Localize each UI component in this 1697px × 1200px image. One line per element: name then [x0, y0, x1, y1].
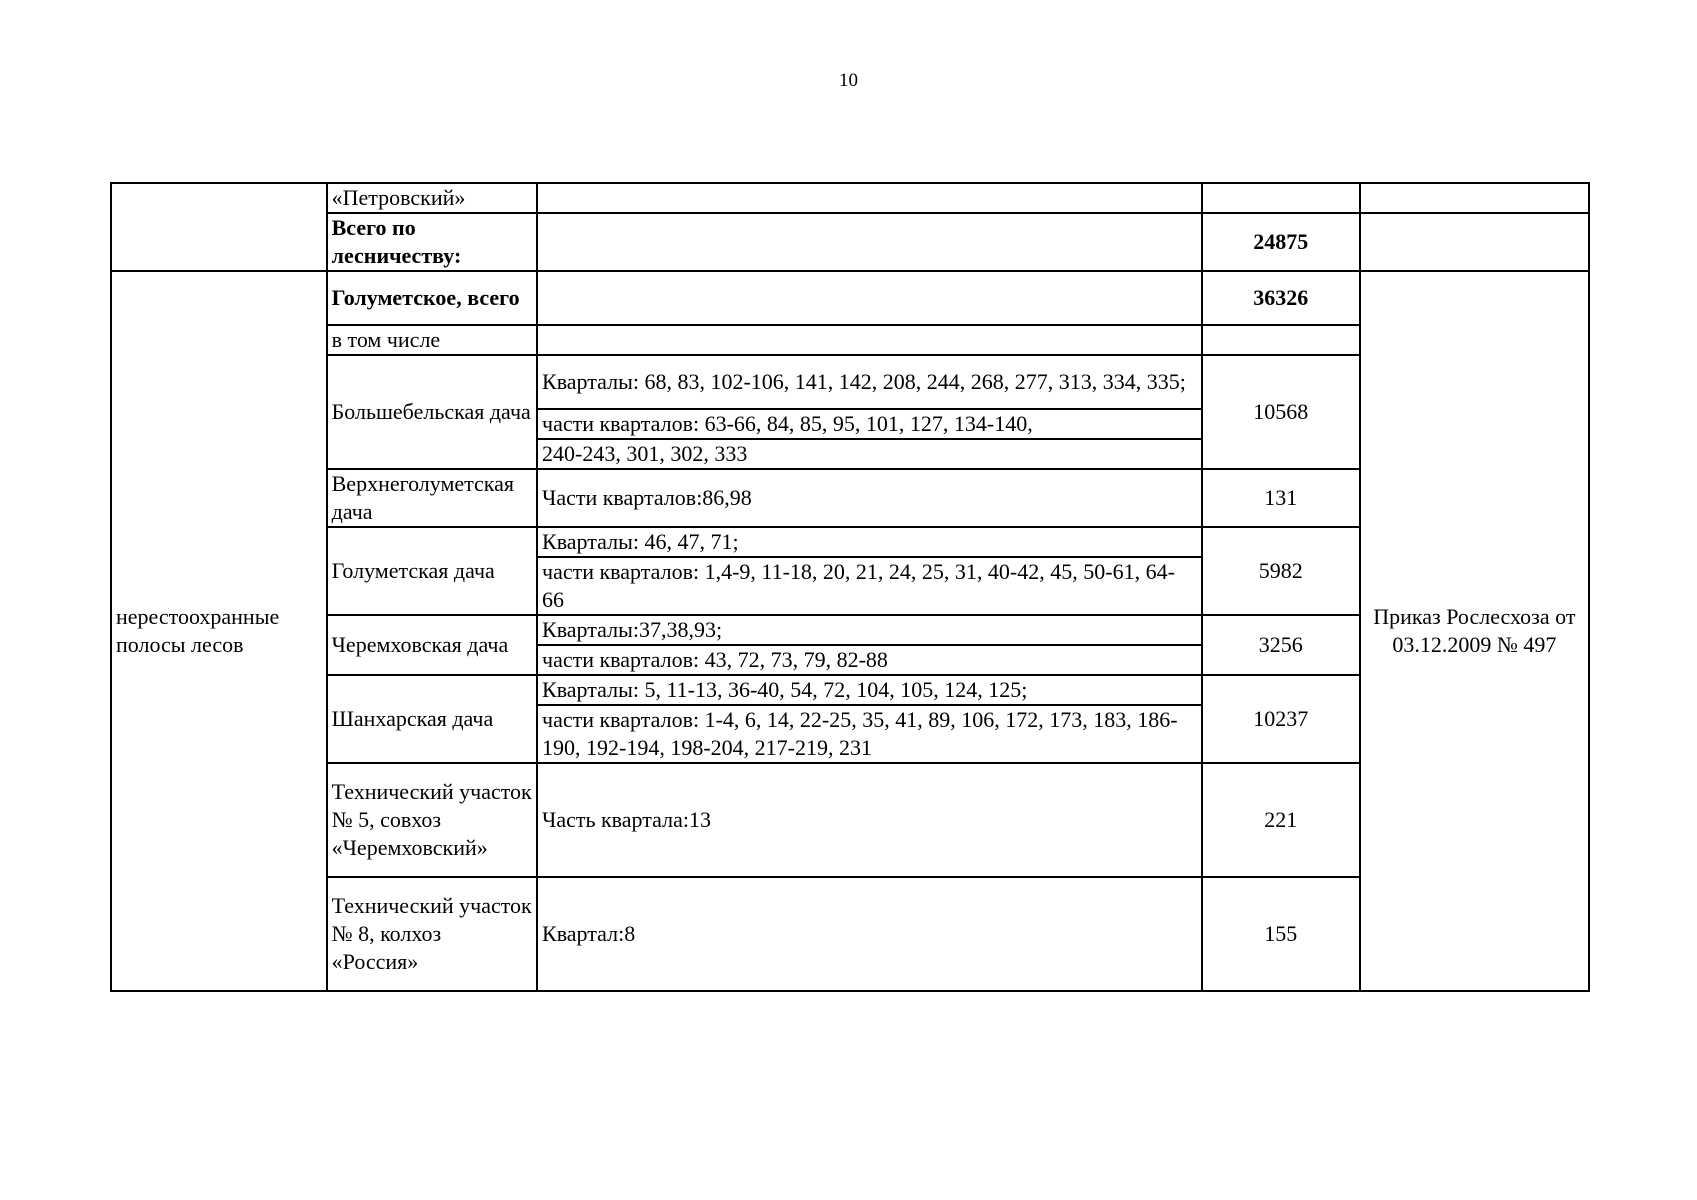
forest-table: [110, 182, 1590, 992]
area-cell: 5982: [1202, 527, 1360, 615]
area-cell: 131: [1202, 469, 1360, 527]
quarters-cell: [537, 325, 1202, 355]
name-cell: Технический участок № 5, совхоз «Черемховский»: [327, 763, 537, 877]
area-cell: 10568: [1202, 355, 1360, 469]
table-row: [111, 183, 1589, 213]
name-cell: Голуметское, всего: [327, 271, 537, 325]
quarters-cell: 240-243, 301, 302, 333: [537, 439, 1202, 469]
quarters-cell: [537, 183, 1202, 213]
name-cell: Черемховская дача: [327, 615, 537, 675]
quarters-cell: части кварталов: 63-66, 84, 85, 95, 101, 127, 134-140,: [537, 409, 1202, 439]
name-cell: Большебельская дача: [327, 355, 537, 469]
category-cell: нерестоохранные полосы лесов: [111, 271, 327, 991]
quarters-cell: части кварталов: 1,4-9, 11-18, 20, 21, 24, 25, 31, 40-42, 45, 50-61, 64-66: [537, 557, 1202, 615]
name-cell: Голуметская дача: [327, 527, 537, 615]
page-number: 10: [839, 70, 858, 91]
quarters-cell: Кварталы: 5, 11-13, 36-40, 54, 72, 104, 105, 124, 125;: [537, 675, 1202, 705]
name-cell: Технический участок № 8, колхоз «Россия»: [327, 877, 537, 991]
name-cell: в том числе: [327, 325, 537, 355]
order-cell-empty: [1360, 183, 1589, 213]
order-cell-empty: [1360, 213, 1589, 271]
area-cell: 221: [1202, 763, 1360, 877]
quarters-cell: Кварталы:37,38,93;: [537, 615, 1202, 645]
quarters-cell: части кварталов: 1-4, 6, 14, 22-25, 35, 41, 89, 106, 172, 173, 183, 186-190, 192-194, 198-204, 217-219, 231: [537, 705, 1202, 763]
quarters-cell: части кварталов: 43, 72, 73, 79, 82-88: [537, 645, 1202, 675]
area-cell: 10237: [1202, 675, 1360, 763]
area-cell: 24875: [1202, 213, 1360, 271]
area-cell: [1202, 325, 1360, 355]
area-cell: [1202, 183, 1360, 213]
name-cell: Шанхарская дача: [327, 675, 537, 763]
quarters-cell: Кварталы: 68, 83, 102-106, 141, 142, 208, 244, 268, 277, 313, 334, 335;: [537, 355, 1202, 409]
table-row: [111, 213, 1589, 271]
name-cell: Всего по лесничеству:: [327, 213, 537, 271]
quarters-cell: [537, 213, 1202, 271]
quarters-cell: Часть квартала:13: [537, 763, 1202, 877]
area-cell: 155: [1202, 877, 1360, 991]
area-cell: 3256: [1202, 615, 1360, 675]
quarters-cell: [537, 271, 1202, 325]
category-cell-empty: [111, 183, 327, 271]
quarters-cell: Кварталы: 46, 47, 71;: [537, 527, 1202, 557]
quarters-cell: Квартал:8: [537, 877, 1202, 991]
table-row: [111, 271, 1589, 325]
name-cell: «Петровский»: [327, 183, 537, 213]
quarters-cell: Части кварталов:86,98: [537, 469, 1202, 527]
order-cell: Приказ Рослесхоза от 03.12.2009 № 497: [1360, 271, 1589, 991]
name-cell: Верхнеголуметская дача: [327, 469, 537, 527]
area-cell: 36326: [1202, 271, 1360, 325]
